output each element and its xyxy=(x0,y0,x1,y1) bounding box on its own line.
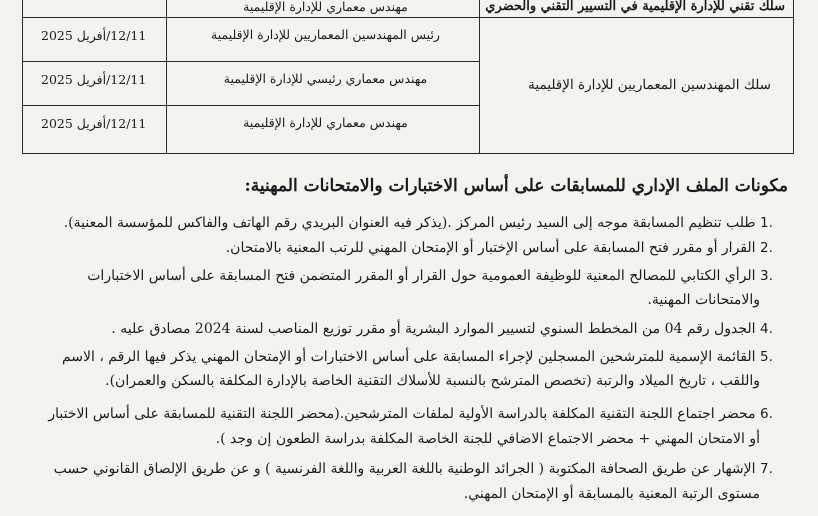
list-item xyxy=(13,212,788,234)
section-title: مكونات الملف الإداري للمسابقات على أساس الاختبارات والامتحانات المهنية: xyxy=(244,176,788,196)
list-item-number: 2. xyxy=(760,240,773,256)
list-item-number: 7. xyxy=(760,461,773,477)
list-item-text: الجدول رقم 04 من المخطط السنوي لتسيير الموارد البشرية أو مقرر توزيع المناصب لسنة 2024 مصادق عليه . xyxy=(111,321,756,337)
table-header-corps: سلك تقني للإدارة الإقليمية في التسيير التقني والحضري xyxy=(485,0,785,14)
table-row-date: 12/11/أفريل 2025 xyxy=(41,28,147,43)
list-item-text: مستوى الرتبة المعنية بالمسابقة أو الإمتحان المهني. xyxy=(463,486,760,502)
list-item-text: الرأي الكتابي للمصالح المعنية للوظيفة العمومية حول القرار أو المقرر المتضمن فتح المسابقة على أساس الاختبارات xyxy=(87,268,756,284)
list-item-text: طلب تنظيم المسابقة موجه إلى السيد رئيس المركز .(يذكر فيه العنوان البريدي رقم الهاتف والفاكس للمؤسسة المعنية). xyxy=(63,215,756,231)
list-item-number: 5. xyxy=(760,349,773,365)
list-item-text: الإشهار عن طريق الصحافة المكتوبة ( الجرائد الوطنية باللغة العربية واللغة الفرنسية ) و عن طريق الإلصاق القانوني حسب xyxy=(53,461,756,477)
list-item-text: القائمة الإسمية للمترشحين المسجلين لإجراء المسابقة على أساس الاختبارات أو الإمتحان المهني يذكر فيها الرقم ، الاسم xyxy=(61,349,756,365)
list-item-text: واللقب ، تاريخ الميلاد والرتبة (تخصص المترشح بالنسبة للأسلاك التقنية الخاصة بالإدارة المكلفة بالسكن والعمران). xyxy=(105,373,760,389)
table-header-grade: مهندس معماري للإدارة الإقليمية xyxy=(243,0,408,14)
table-column-divider xyxy=(479,0,480,153)
list-item xyxy=(13,346,788,368)
table-row-date: 12/11/أفريل 2025 xyxy=(41,116,147,131)
list-item-number: 1. xyxy=(760,215,773,231)
list-item-text: والامتحانات المهنية. xyxy=(647,292,760,308)
table-row-date: 12/11/أفريل 2025 xyxy=(41,72,147,87)
list-item xyxy=(13,403,788,425)
list-item xyxy=(13,265,788,287)
table-column-divider xyxy=(166,0,167,153)
list-item-text: محضر اجتماع اللجنة التقنية المكلفة بالدراسة الأولية لملفات المترشحين.(محضر اللجنة التقنية للمسابقة على أساس الاختبار xyxy=(48,406,756,422)
list-item-text: أو الامتحان المهني + محضر الاجتماع الاضافي للجنة الخاصة المكلفة بدراسة الطعون إن وجد ). xyxy=(215,431,760,447)
list-item-continuation xyxy=(0,370,788,392)
list-item xyxy=(13,318,788,340)
list-item-number: 3. xyxy=(760,268,773,284)
table-row-divider xyxy=(23,105,479,106)
list-item-continuation xyxy=(0,428,788,450)
table-group-label: سلك المهندسين المعماريين للإدارة الإقليمية xyxy=(528,77,771,93)
list-item-continuation xyxy=(0,483,788,505)
table-row-grade: رئيس المهندسين المعماريين للإدارة الإقليمية xyxy=(211,27,440,42)
list-item-continuation xyxy=(0,289,788,311)
list-item-number: 4. xyxy=(760,321,773,337)
table-row-divider xyxy=(23,17,793,18)
table-row-grade: مهندس معماري رئيسي للإدارة الإقليمية xyxy=(223,71,428,86)
table-row-grade: مهندس معماري للإدارة الإقليمية xyxy=(243,115,408,130)
list-item xyxy=(13,237,788,259)
list-item xyxy=(13,458,788,480)
table-row-divider xyxy=(23,61,479,62)
grades-table xyxy=(22,0,794,154)
list-item-number: 6. xyxy=(760,406,773,422)
list-item-text: القرار أو مقرر فتح المسابقة على أساس الإختبار أو الإمتحان المهني للرتب المعنية بالامتحان. xyxy=(225,240,756,256)
